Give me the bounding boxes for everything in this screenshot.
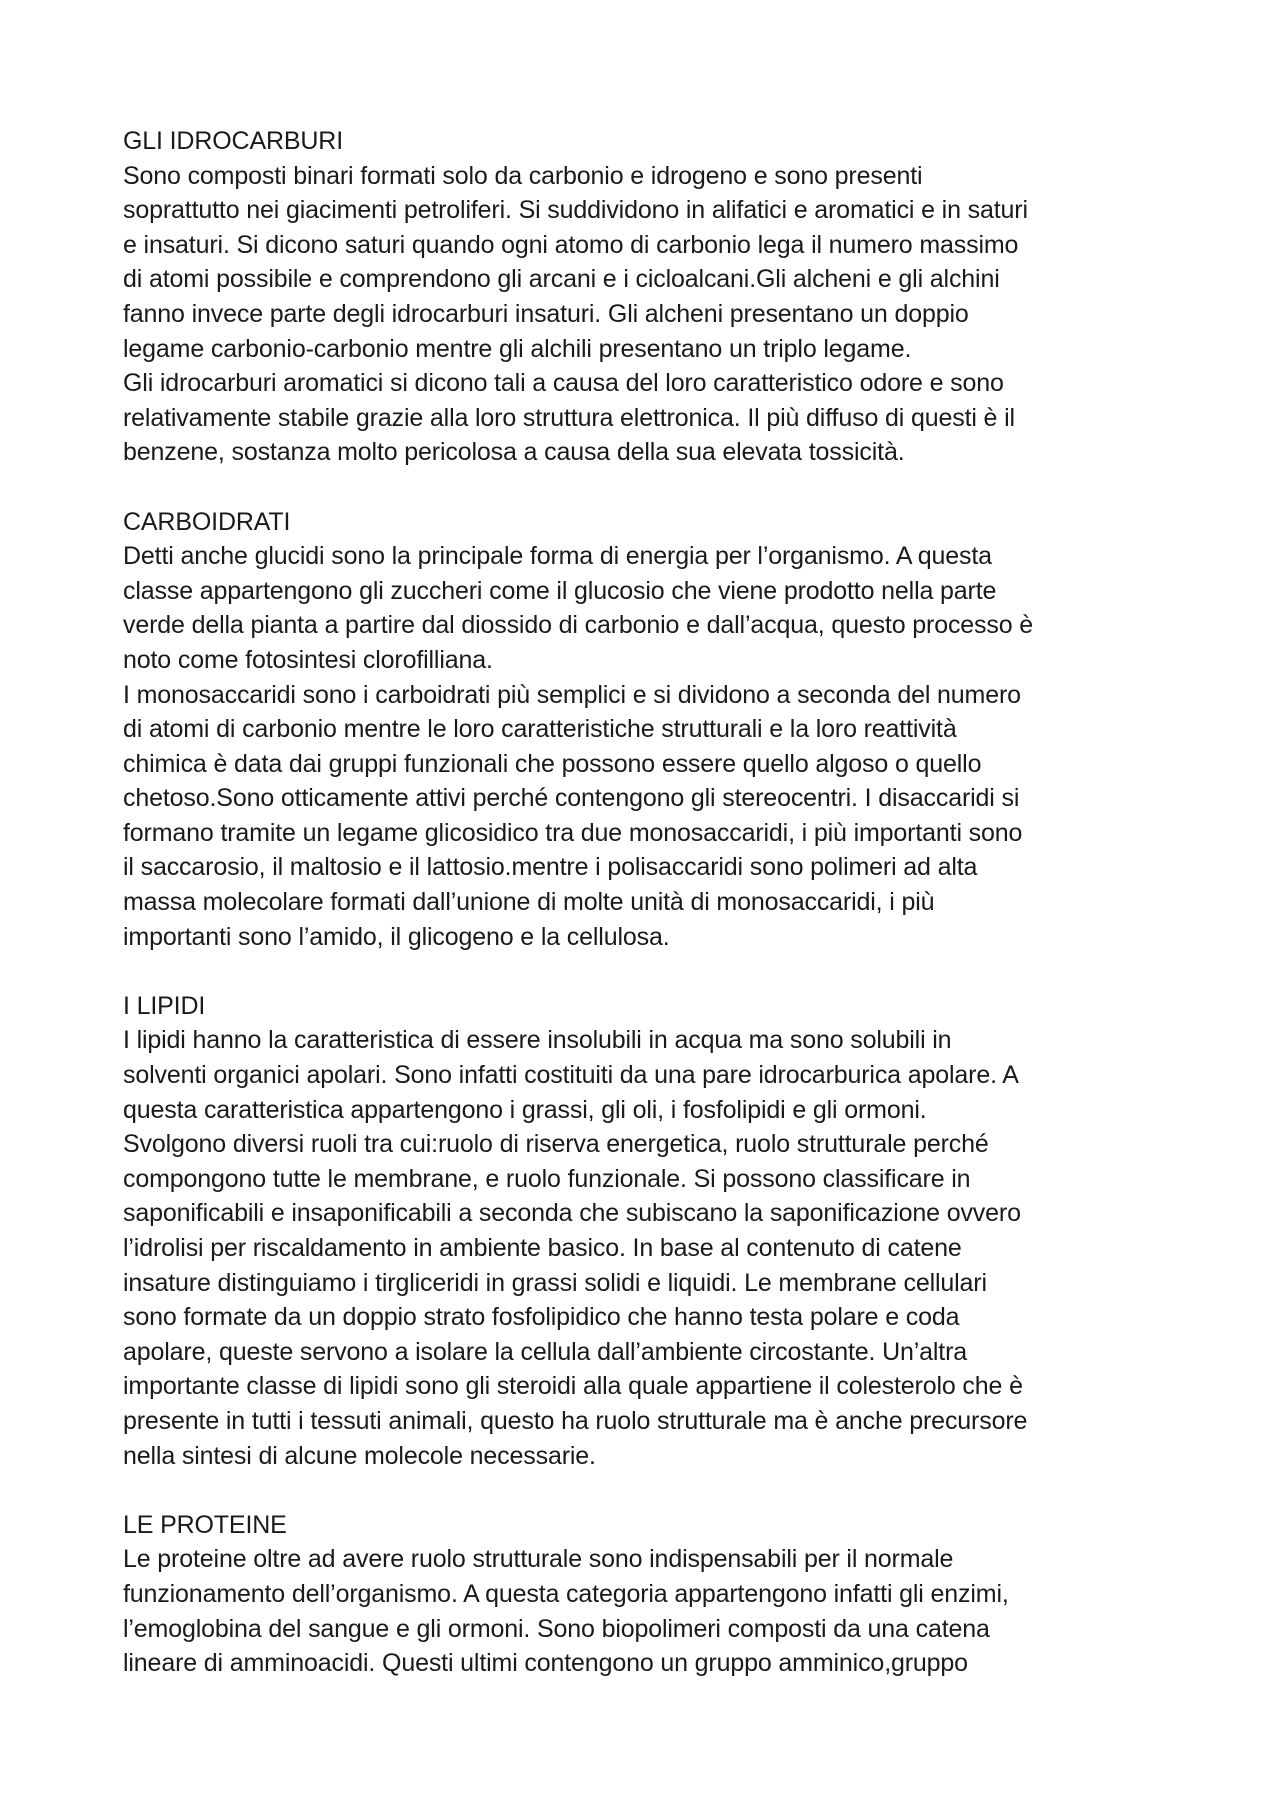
paragraph-line: Sono composti binari formati solo da carbonio e idrogeno e sono presenti	[123, 161, 923, 190]
section-i-lipidi	[123, 989, 1183, 1473]
section-heading: LE PROTEINE	[123, 1510, 287, 1539]
paragraph-line: classe appartengono gli zuccheri come il glucosio che viene prodotto nella parte	[123, 576, 997, 605]
paragraph-line: lineare di amminoacidi. Questi ultimi contengono un gruppo amminico,gruppo	[123, 1649, 968, 1678]
paragraph-line: questa caratteristica appartengono i grassi, gli oli, i fosfolipidi e gli ormoni.	[123, 1095, 927, 1124]
paragraph-line: Svolgono diversi ruoli tra cui:ruolo di riserva energetica, ruolo strutturale perché	[123, 1130, 989, 1159]
paragraph-line: presente in tutti i tessuti animali, questo ha ruolo strutturale ma è anche precursore	[123, 1406, 1028, 1435]
paragraph-line: il saccarosio, il maltosio e il lattosio.mentre i polisaccaridi sono polimeri ad alta	[123, 853, 978, 882]
paragraph-line: apolare, queste servono a isolare la cellula dall’ambiente circostante. Un’altra	[123, 1337, 968, 1366]
paragraph-line: Detti anche glucidi sono la principale forma di energia per l’organismo. A questa	[123, 542, 992, 571]
paragraph-line: benzene, sostanza molto pericolosa a causa della sua elevata tossicità.	[123, 438, 905, 467]
paragraph-line: Gli idrocarburi aromatici si dicono tali a causa del loro caratteristico odore e sono	[123, 369, 1004, 398]
section-heading: I LIPIDI	[123, 991, 206, 1020]
paragraph-line: relativamente stabile grazie alla loro struttura elettronica. Il più diffuso di questi è il	[123, 403, 1015, 432]
section-le-proteine	[123, 1508, 1183, 1681]
paragraph-line: I monosaccaridi sono i carboidrati più semplici e si dividono a seconda del numero	[123, 680, 1021, 709]
section-heading: CARBOIDRATI	[123, 507, 291, 536]
section-heading: GLI IDROCARBURI	[123, 127, 344, 155]
paragraph-line: verde della pianta a partire dal diossido di carbonio e dall’acqua, questo processo è	[123, 611, 1034, 640]
paragraph-line: soprattutto nei giacimenti petroliferi. Si suddividono in alifatici e aromatici e in saturi	[123, 196, 1028, 225]
paragraph-line: formano tramite un legame glicosidico tra due monosaccaridi, i più importanti sono	[123, 818, 1023, 847]
paragraph-line: insature distinguiamo i tirgliceridi in grassi solidi e liquidi. Le membrane cellulari	[123, 1268, 987, 1297]
section-gli-idrocarburi	[123, 124, 1183, 470]
paragraph-line: noto come fotosintesi clorofilliana.	[123, 645, 493, 674]
paragraph-line: fanno invece parte degli idrocarburi insaturi. Gli alcheni presentano un doppio	[123, 299, 969, 328]
paragraph-line: importanti sono l’amido, il glicogeno e la cellulosa.	[123, 922, 670, 951]
paragraph-line: l’idrolisi per riscaldamento in ambiente basico. In base al contenuto di catene	[123, 1234, 962, 1262]
paragraph-line: sono formate da un doppio strato fosfolipidico che hanno testa polare e coda	[123, 1303, 960, 1332]
section-carboidrati	[123, 505, 1183, 955]
paragraph-line: funzionamento dell’organismo. A questa categoria appartengono infatti gli enzimi,	[123, 1579, 1009, 1608]
paragraph-line: legame carbonio-carbonio mentre gli alchili presentano un triplo legame.	[123, 334, 912, 363]
paragraph-line: di atomi possibile e comprendono gli arcani e i cicloalcani.Gli alcheni e gli alchini	[123, 265, 1000, 294]
document-body	[123, 124, 1183, 1715]
paragraph-line: di atomi di carbonio mentre le loro caratteristiche strutturali e la loro reattività	[123, 715, 957, 744]
paragraph-line: chimica è data dai gruppi funzionali che possono essere quello algoso o quello	[123, 749, 982, 778]
paragraph-line: nella sintesi di alcune molecole necessarie.	[123, 1441, 596, 1470]
paragraph-line: Le proteine oltre ad avere ruolo strutturale sono indispensabili per il normale	[123, 1545, 954, 1574]
paragraph-line: compongono tutte le membrane, e ruolo funzionale. Si possono classificare in	[123, 1164, 971, 1193]
paragraph-line: importante classe di lipidi sono gli steroidi alla quale appartiene il colesterolo che è	[123, 1372, 1023, 1401]
paragraph-line: solventi organici apolari. Sono infatti costituiti da una pare idrocarburica apolare. A	[123, 1061, 1019, 1090]
paragraph-line: saponificabili e insaponificabili a seconda che subiscano la saponificazione ovvero	[123, 1199, 1021, 1228]
paragraph-line: I lipidi hanno la caratteristica di essere insolubili in acqua ma sono solubili in	[123, 1026, 952, 1055]
paragraph-line: massa molecolare formati dall’unione di molte unità di monosaccaridi, i più	[123, 888, 935, 917]
paragraph-line: e insaturi. Si dicono saturi quando ogni atomo di carbonio lega il numero massimo	[123, 230, 1019, 259]
paragraph-line: l’emoglobina del sangue e gli ormoni. Sono biopolimeri composti da una catena	[123, 1614, 990, 1643]
paragraph-line: chetoso.Sono otticamente attivi perché contengono gli stereocentri. I disaccaridi si	[123, 784, 1020, 813]
